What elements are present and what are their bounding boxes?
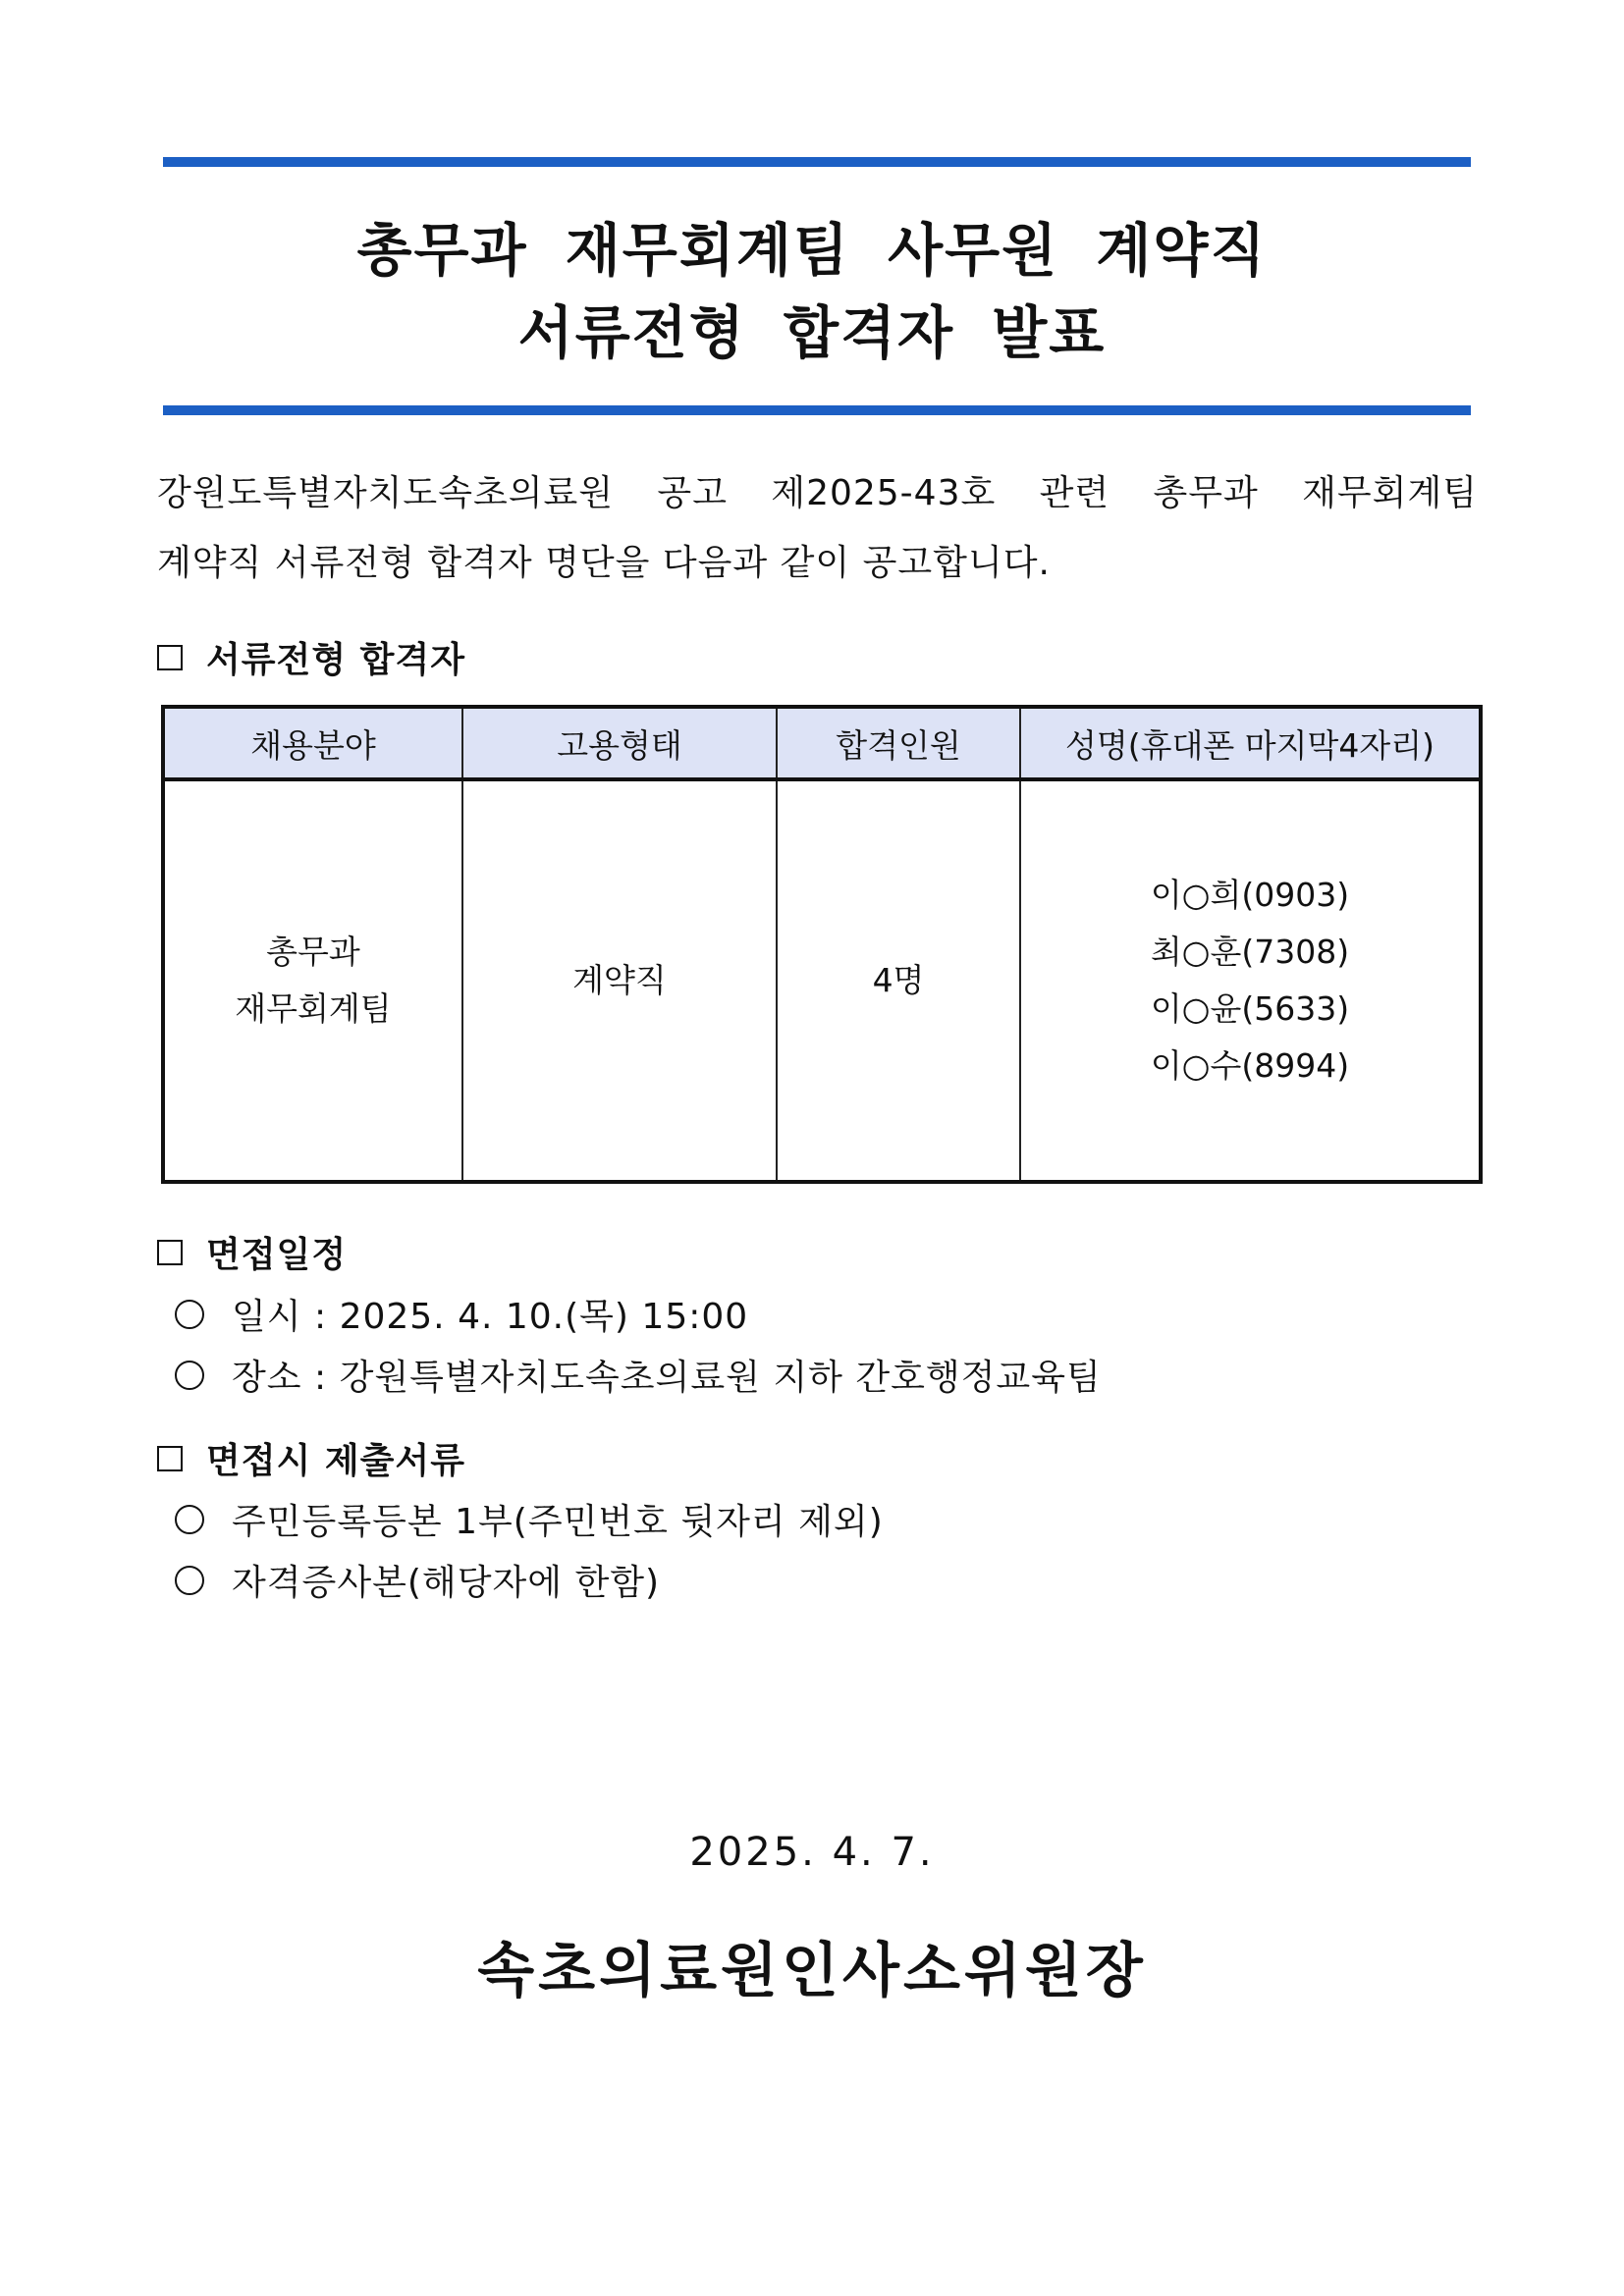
list-item bbox=[175, 1494, 884, 1544]
table-header-names: 성명(휴대폰 마지막4자리) bbox=[1020, 707, 1481, 779]
passer-name-2: 최○훈(7308) bbox=[1150, 933, 1350, 971]
issuer-signature: 속초의료원인사소위원장 bbox=[477, 1937, 1147, 2005]
schedule-location: 장소 : 강원특별자치도속초의료원 지하 간호행정교육팀 bbox=[232, 1358, 1102, 1398]
page-title-line-2: 서류전형 합격자 발표 bbox=[517, 299, 1107, 366]
table-header-employment: 고용형태 bbox=[462, 707, 777, 779]
schedule-datetime: 일시 : 2025. 4. 10.(목) 15:00 bbox=[232, 1297, 749, 1337]
section-schedule-label: 면접일정 bbox=[206, 1235, 348, 1275]
document-item-2: 자격증사본(해당자에 한함) bbox=[232, 1563, 661, 1603]
field-line-1: 총무과 bbox=[266, 933, 360, 971]
circle-bullet-icon bbox=[175, 1505, 204, 1534]
table-row bbox=[163, 779, 1481, 1182]
circle-bullet-icon bbox=[175, 1300, 204, 1329]
intro-line-2: 계약직 서류전형 합격자 명단을 다음과 같이 공고합니다. bbox=[157, 543, 1051, 583]
field-line-2: 재무회계팀 bbox=[235, 989, 392, 1028]
table-header-count: 합격인원 bbox=[777, 707, 1020, 779]
title-top-rule bbox=[163, 157, 1471, 167]
list-item bbox=[175, 1350, 1102, 1400]
section-schedule-heading bbox=[157, 1227, 347, 1277]
table-header-field: 채용분야 bbox=[163, 707, 462, 779]
passer-name-4: 이○수(8994) bbox=[1150, 1046, 1350, 1085]
document-item-1: 주민등록등본 1부(주민번호 뒷자리 제외) bbox=[232, 1502, 884, 1542]
page-title-line-1: 총무과 재무회계팀 사무원 계약직 bbox=[356, 217, 1268, 284]
square-bullet-icon bbox=[157, 1446, 183, 1471]
intro-line-1: 강원도특별자치도속초의료원 공고 제2025-43호 관련 총무과 재무회계팀 bbox=[157, 473, 1478, 513]
list-item bbox=[175, 1289, 748, 1339]
passers-table bbox=[161, 705, 1483, 1184]
section-documents-heading bbox=[157, 1433, 465, 1483]
square-bullet-icon bbox=[157, 645, 183, 670]
square-bullet-icon bbox=[157, 1240, 183, 1265]
section-passers-label: 서류전형 합격자 bbox=[206, 640, 465, 680]
cell-count: 4명 bbox=[777, 779, 1020, 1182]
circle-bullet-icon bbox=[175, 1361, 204, 1390]
table-header-row bbox=[163, 707, 1481, 779]
section-passers-heading bbox=[157, 632, 465, 682]
list-item bbox=[175, 1555, 660, 1605]
cell-employment-type: 계약직 bbox=[462, 779, 777, 1182]
cell-field bbox=[163, 779, 462, 1182]
passer-name-1: 이○희(0903) bbox=[1150, 876, 1350, 914]
passer-name-3: 이○윤(5633) bbox=[1150, 989, 1350, 1028]
title-bottom-rule bbox=[163, 405, 1471, 415]
circle-bullet-icon bbox=[175, 1566, 204, 1595]
cell-names bbox=[1020, 779, 1481, 1182]
section-documents-label: 면접시 제출서류 bbox=[206, 1441, 465, 1481]
announcement-date: 2025. 4. 7. bbox=[689, 1830, 935, 1875]
